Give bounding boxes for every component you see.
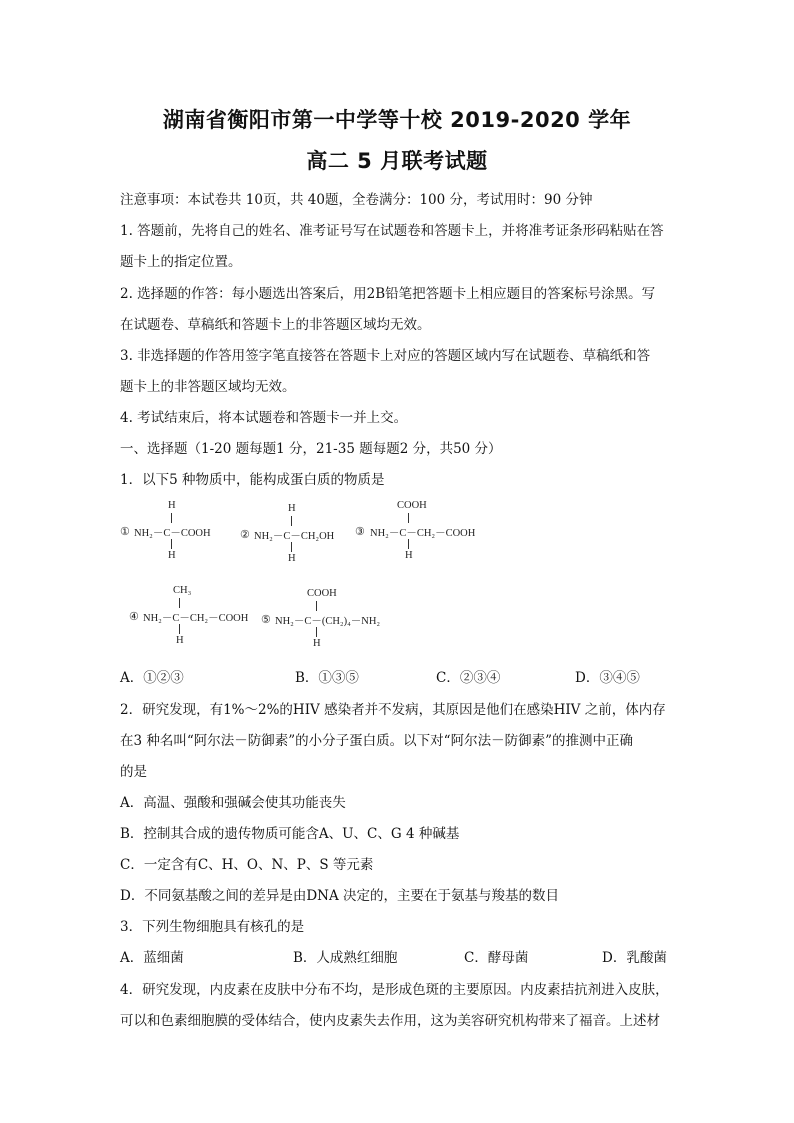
structure-main-chain: NH₂－C－CH₂OH: [254, 531, 335, 542]
bond-line: [179, 598, 180, 608]
q1-structure-2: [240, 503, 350, 565]
structure-bottom-group: H: [176, 635, 184, 646]
q1-structure-5: [261, 588, 401, 650]
bond-line: [171, 513, 172, 523]
q1-option-c[interactable]: C．②③④: [436, 670, 501, 686]
bond-line: [179, 624, 180, 634]
notice-item-3b: 题卡上的非答题区域均无效。: [120, 379, 296, 395]
q1-structure-1: [120, 500, 240, 562]
q1-option-d[interactable]: D．③④⑤: [575, 670, 640, 686]
structure-top-group: H: [168, 500, 176, 511]
q1-option-b[interactable]: B．①③⑤: [295, 670, 359, 686]
structure-label: ③: [355, 526, 365, 538]
q2-option-c[interactable]: C．一定含有C、H、O、N、P、S 等元素: [120, 857, 374, 873]
notice-item-1b: 题卡上的指定位置。: [120, 254, 242, 270]
bond-line: [408, 513, 409, 523]
section-heading: 一、选择题（1-20 题每题1 分，21-35 题每题2 分，共50 分）: [120, 441, 502, 457]
bond-line: [171, 539, 172, 549]
q3-option-c[interactable]: C．酵母菌: [464, 950, 529, 966]
bond-line: [291, 516, 292, 526]
notice-item-2b: 在试题卷、草稿纸和答题卡上的非答题区域均无效。: [120, 317, 431, 333]
structure-top-group: H: [288, 503, 296, 514]
q3-option-a[interactable]: A．蓝细菌: [120, 950, 184, 966]
q1-structure-3: [355, 500, 500, 562]
notice-intro: 注意事项：本试卷共 10页，共 40题，全卷满分：100 分，考试用时：90 分钟: [120, 192, 593, 208]
exam-title-line1: 湖南省衡阳市第一中学等十校 2019-2020 学年: [162, 108, 632, 132]
q3-option-b[interactable]: B．人成熟红细胞: [293, 950, 398, 966]
q2-stem-b: 在3 种名叫“阿尔法－防御素”的小分子蛋白质。以下对“阿尔法－防御素”的推测中正确: [120, 733, 633, 749]
notice-item-1a: 1. 答题前，先将自己的姓名、准考证号写在试题卷和答题卡上，并将准考证条形码粘贴在答: [120, 223, 664, 239]
bond-line: [316, 627, 317, 637]
q1-option-a[interactable]: A．①②③: [120, 670, 184, 686]
q3-option-d[interactable]: D．乳酸菌: [602, 950, 667, 966]
q2-stem-a: 2．研究发现，有1%～2%的HIV 感染者并不发病，其原因是他们在感染HIV 之前，体内存: [120, 702, 666, 718]
structure-bottom-group: H: [405, 550, 413, 561]
structure-main-chain: NH₂－C－CH₂－COOH: [370, 528, 476, 539]
bond-line: [291, 542, 292, 552]
structure-top-group: COOH: [307, 588, 337, 599]
structure-main-chain: NH₂－C－CH₂－COOH: [143, 613, 249, 624]
structure-top-group: COOH: [397, 500, 427, 511]
structure-label: ⑤: [261, 614, 271, 626]
structure-main-chain: NH₂－C－COOH: [134, 528, 211, 539]
structure-bottom-group: H: [288, 553, 296, 564]
bond-line: [316, 601, 317, 611]
structure-main-chain: NH₂－C－(CH₂)₄－NH₂: [275, 616, 381, 627]
structure-label: ②: [240, 529, 250, 541]
q1-structure-4: [129, 585, 259, 647]
structure-bottom-group: H: [168, 550, 176, 561]
q3-stem: 3．下列生物细胞具有核孔的是: [120, 919, 305, 935]
exam-title-line2: 高二 5 月联考试题: [306, 149, 488, 173]
notice-item-4: 4. 考试结束后，将本试题卷和答题卡一并上交。: [120, 410, 408, 426]
q2-option-d[interactable]: D．不同氨基酸之间的差异是由DNA 决定的，主要在于氨基与羧基的数目: [120, 888, 559, 904]
structure-top-group: CH₃: [173, 585, 192, 596]
q2-option-a[interactable]: A．高温、强酸和强碱会使其功能丧失: [120, 795, 346, 811]
structure-label: ①: [120, 526, 130, 538]
notice-item-3a: 3. 非选择题的作答用签字笔直接答在答题卡上对应的答题区域内写在试题卷、草稿纸和答: [120, 348, 651, 364]
q4-stem-b: 可以和色素细胞膜的受体结合，使内皮素失去作用，这为美容研究机构带来了福音。上述材: [120, 1013, 660, 1029]
q2-option-b[interactable]: B．控制其合成的遗传物质可能含A、U、C、G 4 种碱基: [120, 826, 460, 842]
q2-stem-c: 的是: [120, 764, 147, 780]
q4-stem-a: 4．研究发现，内皮素在皮肤中分布不均，是形成色斑的主要原因。内皮素拮抗剂进入皮肤，: [120, 982, 669, 998]
notice-item-2a: 2. 选择题的作答：每小题选出答案后，用2B铅笔把答题卡上相应题目的答案标号涂黑。写: [120, 286, 656, 302]
structure-label: ④: [129, 611, 139, 623]
structure-bottom-group: H: [313, 638, 321, 649]
bond-line: [408, 539, 409, 549]
q1-stem: 1．以下5 种物质中，能构成蛋白质的物质是: [120, 472, 385, 488]
